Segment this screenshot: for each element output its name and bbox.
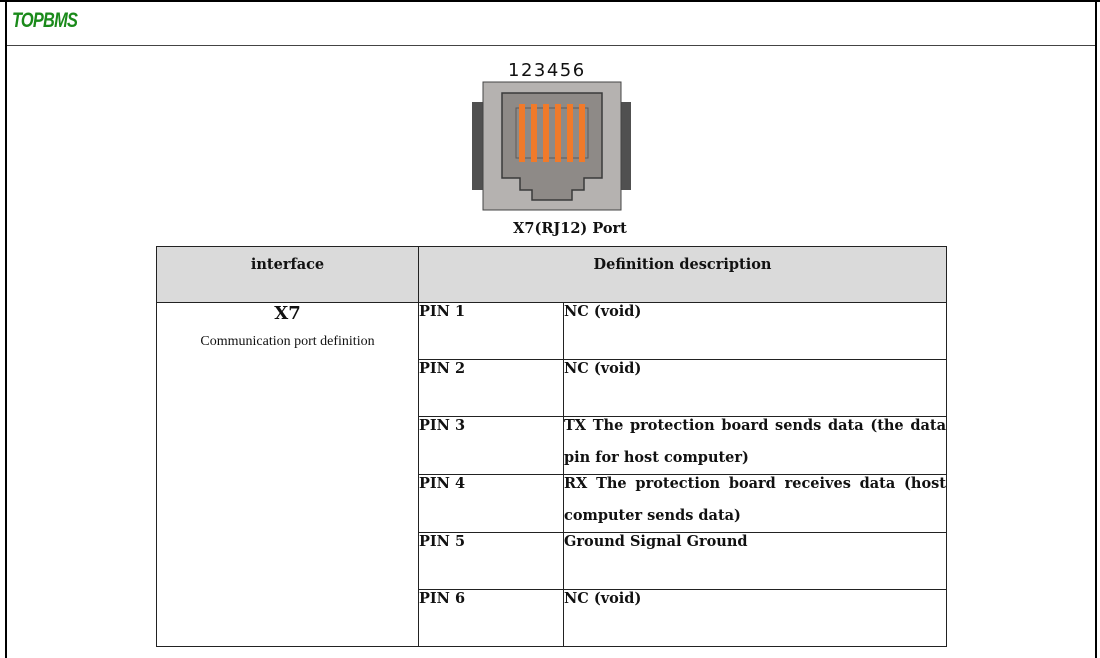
contact-pin-1 [519, 104, 525, 162]
pin-description [564, 360, 947, 417]
pin-description [564, 590, 947, 647]
interface-subtitle: Communication port definition [200, 334, 375, 349]
pin-definition-table [156, 246, 947, 647]
pin-description [564, 475, 947, 533]
pin-label: PIN 1 [419, 303, 564, 360]
contact-pin-3 [543, 104, 549, 162]
interface-cell [157, 303, 419, 647]
page-frame-top [0, 0, 1100, 2]
contact-pin-4 [555, 104, 561, 162]
pin-description [564, 417, 947, 475]
table-header-row [157, 247, 947, 303]
pin-description [564, 303, 947, 360]
header-divider [7, 45, 1095, 46]
pin-label: PIN 6 [419, 590, 564, 647]
pin-description-text: NC (void) [564, 303, 642, 320]
pin-description-text: Ground Signal Ground [564, 533, 748, 550]
page-frame-left [5, 0, 7, 658]
contact-pin-2 [531, 104, 537, 162]
pin-label: PIN 4 [419, 475, 564, 533]
figure-caption: X7(RJ12) Port [513, 220, 627, 237]
pin-description-text: TX The protection board sends data (the data pin for host computer) [564, 417, 946, 466]
header-interface: interface [157, 247, 419, 303]
pin-description-text: NC (void) [564, 360, 642, 377]
contact-pin-6 [579, 104, 585, 162]
pin-label: PIN 2 [419, 360, 564, 417]
interface-name: X7 [274, 303, 301, 324]
rj12-port-diagram [472, 60, 632, 215]
table-row [157, 303, 947, 360]
pin-description [564, 533, 947, 590]
pin-label: PIN 5 [419, 533, 564, 590]
pin-number-labels: 123456 [508, 60, 586, 81]
header-definition: Definition description [419, 247, 947, 303]
topbms-logo: TOPBMS [12, 9, 78, 32]
pin-description-text: NC (void) [564, 590, 642, 607]
page-frame-right [1095, 0, 1097, 658]
pin-description-text: RX The protection board receives data (host computer sends data) [564, 475, 946, 524]
contact-pin-5 [567, 104, 573, 162]
pin-label: PIN 3 [419, 417, 564, 475]
